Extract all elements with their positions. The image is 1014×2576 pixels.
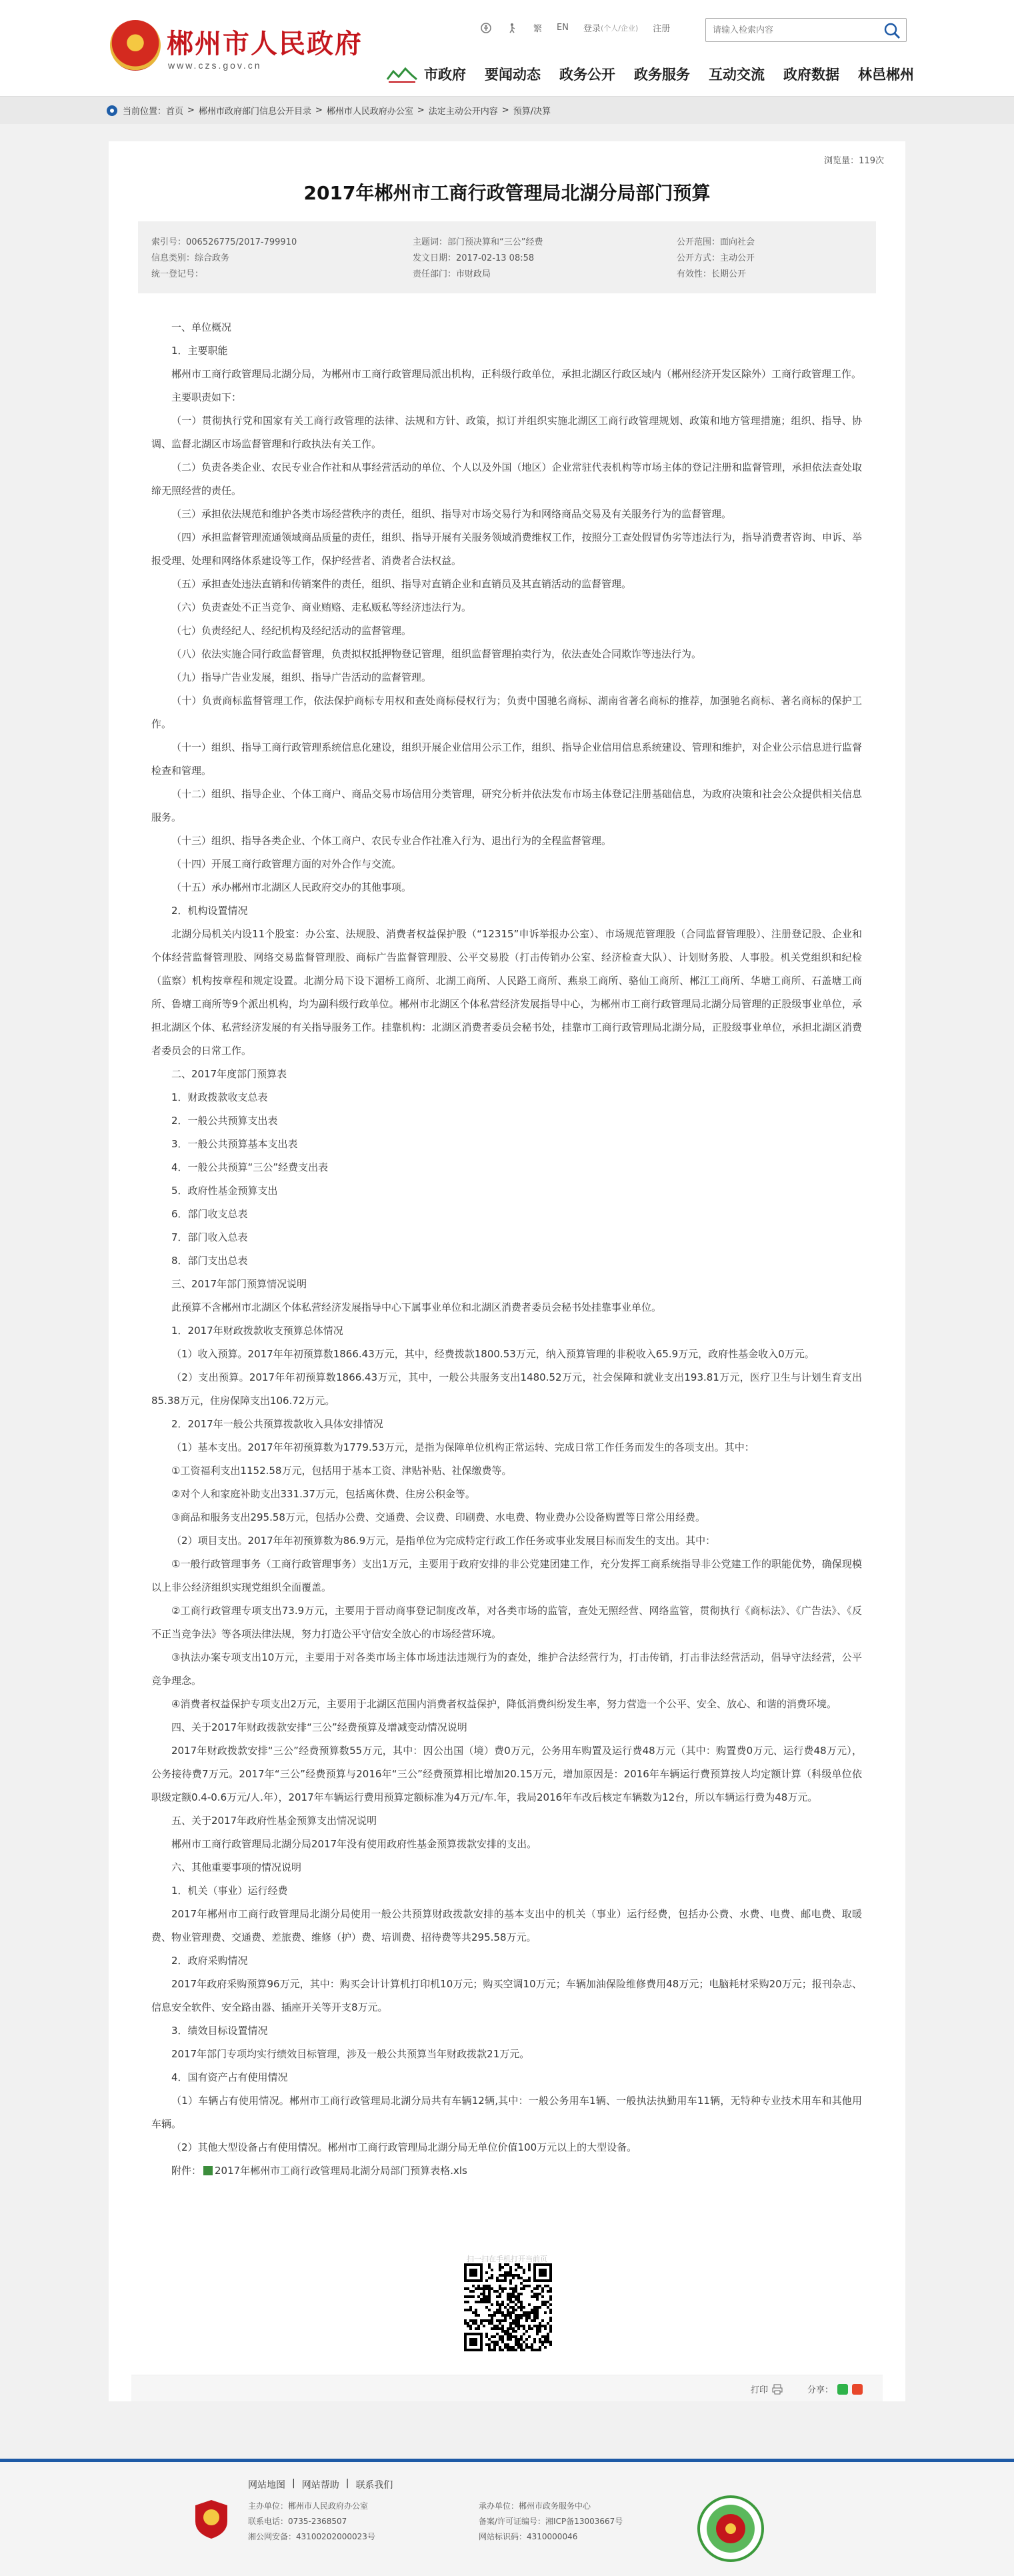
meta-unified-code: 统一登记号： xyxy=(151,269,204,279)
article-paragraph: （十一）组织、指导工商行政管理系统信息化建设，组织开展企业信用公示工作，组织、指导企业信用信息系统建设、管理和维护，对企业公示信息进行监督检查和管理。 xyxy=(151,741,862,777)
article-paragraph: （九）指导广告业发展，组织、指导广告活动的监督管理。 xyxy=(171,671,432,683)
nav-government-data[interactable]: 政府数据 xyxy=(783,67,839,83)
top-utilities xyxy=(480,21,670,34)
traditional-chinese-link[interactable]: 繁 xyxy=(533,24,543,34)
article-paragraph: 2017年部门专项均实行绩效目标管理，涉及一般公共预算当年财政拨款21万元。 xyxy=(171,2048,530,2060)
breadcrumb-statutory-content[interactable]: 法定主动公开内容 xyxy=(428,107,498,117)
article-paragraph: （五）承担查处违法直销和传销案件的责任，组织、指导对直销企业和直销员及其直销活动的监督管理。 xyxy=(171,578,632,590)
qr-label: 扫一扫在手机打开当前页 xyxy=(467,2255,547,2263)
attachment-line xyxy=(151,2159,862,2183)
share-group xyxy=(807,2383,863,2395)
article-paragraph: （十三）组织、指导各类企业、个体工商户、农民专业合作社准入行为、退出行为的全程监督管理。 xyxy=(171,835,612,847)
location-pin-icon xyxy=(107,105,117,116)
article-paragraph: （1）基本支出。2017年年初预算数为1779.53万元，是指为保障单位机构正常运转、完成日常工作任务而发生的各项支出。其中： xyxy=(171,1441,755,1453)
article-paragraph: 北湖分局机关内设11个股室：办公室、法规股、消费者权益保护股（“12315”申诉举报办公室）、市场规范管理股（合同监督管理股）、注册登记股、企业和个体经营监督管理股、网络交易监督管理股、商标广告监督管理股、公平交易股（打击传销办公室、经济检查大队）、计划财务股、人事股。机关党组织和纪检（监察）机构按章程和规定设置。北湖分局下设下湄桥工商所、北湖工商所、人民路工商所、燕泉工商所、骆仙工商所、郴江工商所、华塘工商所、石盖塘工商所、鲁塘工商所等9个派出机构，均为副科级行政单位。郴州市北湖区个体私营经济发展指导中心，为郴州市工商行政管理局北湖分局管理的正股级事业单位，承担北湖区个体、私营经济发展的有关指导服务工作。挂靠机构：北湖区消费者委员会秘书处，挂靠市工商行政管理局北湖分局，正股级事业单位，承担北湖区消费者委员会的日常工作。 xyxy=(151,928,862,1057)
article-paragraph: 2．2017年一般公共预算拨款收入具体安排情况 xyxy=(171,1418,383,1430)
article-paragraph: 一、单位概况 xyxy=(171,321,232,333)
breadcrumb-label: 当前位置： xyxy=(123,107,167,117)
article-paragraph: （二）负责各类企业、农民专业合作社和从事经营活动的单位、个人以及外国（地区）企业常驻代表机构等市场主体的登记注册和监督管理，承担依法查处取缔无照经营的责任。 xyxy=(151,461,862,497)
footer-sep: | xyxy=(292,2478,295,2489)
article-paragraph: （八）依法实施合同行政监督管理，负责拟权抵押物登记管理，组织监督管理拍卖行为，依法查处合同欺诈等违法行为。 xyxy=(171,648,702,660)
footer-icp[interactable]: 备案/许可证编号：湘ICP备13003667号 xyxy=(479,2517,623,2526)
article-content xyxy=(151,316,862,2183)
nav-government-affairs[interactable]: 政务公开 xyxy=(559,67,615,83)
nav-government-services[interactable]: 政务服务 xyxy=(634,67,690,83)
breadcrumb-sep: > xyxy=(417,105,425,115)
article-paragraph: ③执法办案专项支出10万元，主要用于对各类市场主体市场违法违规行为的查处，维护合法经营行为，打击传销，打击非法经营活动，倡导守法经营，公平竞争理念。 xyxy=(151,1651,862,1687)
meta-publish-date: 发文日期：2017-02-13 08:58 xyxy=(413,253,535,263)
breadcrumb-sep: > xyxy=(501,105,509,115)
article-paragraph: （一）贯彻执行党和国家有关工商行政管理的法律、法规和方针、政策，拟订并组织实施北湖区工商行政管理规划、政策和地方管理措施；组织、指导、协调、监督北湖区市场监督管理和行政执法有关工作。 xyxy=(151,415,862,450)
article-paragraph: （十）负责商标监督管理工作，依法保护商标专用权和查处商标侵权行为；负责中国驰名商标、湖南省著名商标的推荐，加强驰名商标、著名商标的保护工作。 xyxy=(151,695,862,730)
footer-info-right xyxy=(479,2499,705,2545)
meta-method: 公开方式：主动公开 xyxy=(677,253,755,263)
meta-info-type: 信息类别：综合政务 xyxy=(151,253,230,263)
nav-city-government[interactable]: 市政府 xyxy=(424,67,466,83)
elder-mode-icon[interactable] xyxy=(507,22,519,34)
article-paragraph: 2017年郴州市工商行政管理局北湖分局使用一般公共预算财政拨款安排的基本支出中的机关（事业）运行经费，包括办公费、水费、电费、邮电费、取暖费、物业管理费、交通费、差旅费、维修（护）费、培训费、招待费等共295.58万元。 xyxy=(151,1908,862,1943)
footer-help-link[interactable]: 网站帮助 xyxy=(301,2480,339,2491)
article-paragraph: 2．政府采购情况 xyxy=(171,1955,248,1967)
footer-info-left xyxy=(248,2499,515,2545)
article-paragraph: 2．一般公共预算支出表 xyxy=(171,1115,278,1127)
article-paragraph: 1．财政拨款收支总表 xyxy=(171,1091,268,1103)
search-box xyxy=(705,18,907,42)
search-icon[interactable] xyxy=(883,22,901,39)
article-paragraph: （2）支出预算。2017年年初预算数1866.43万元，其中，一般公共服务支出1480.52万元，社会保障和就业支出193.81万元，医疗卫生与计划生育支出85.38万元，住房保障支出106.72万元。 xyxy=(151,1371,862,1407)
government-website-seal-icon[interactable] xyxy=(696,2494,765,2563)
article-paragraph: （十四）开展工商行政管理方面的对外合作与交流。 xyxy=(171,858,402,870)
article-tools xyxy=(131,2375,883,2401)
article-title: 2017年郴州市工商行政管理局北湖分局部门预算 xyxy=(303,182,711,204)
article-paragraph: 四、关于2017年财政拨款安排“三公”经费预算及增减变动情况说明 xyxy=(171,1721,467,1733)
site-url: www.czs.gov.cn xyxy=(168,60,262,71)
meta-topic: 主题词：部门预决算和“三公”经费 xyxy=(413,237,543,247)
article-paragraph: （1）车辆占有使用情况。郴州市工商行政管理局北湖分局共有车辆12辆,其中：一般公务用车1辆、一般执法执勤用车11辆，无特种专业技术用车和其他用车辆。 xyxy=(151,2095,862,2130)
meta-index-no: 索引号：006526775/2017-799910 xyxy=(151,237,297,247)
article-paragraph: 1．主要职能 xyxy=(171,345,228,357)
article-paragraph: 5．政府性基金预算支出 xyxy=(171,1185,278,1197)
article-paragraphs xyxy=(151,316,862,2159)
article-paragraph: （十二）组织、指导企业、个体工商户、商品交易市场信用分类管理，研究分析并依法发布市场主体登记注册基础信息，为政府决策和社会公众提供相关信息服务。 xyxy=(151,788,862,823)
footer-phone: 联系电话：0735-2368507 xyxy=(248,2517,347,2526)
footer-police-record[interactable]: 湘公网安备：43100202000023号 xyxy=(248,2532,375,2541)
register-link[interactable]: 注册 xyxy=(653,24,671,34)
nav-interaction[interactable]: 互动交流 xyxy=(709,67,765,83)
share-label: 分享： xyxy=(807,2385,833,2395)
attachment-link[interactable]: 2017年郴州市工商行政管理局北湖分局部门预算表格.xls xyxy=(215,2165,467,2177)
article-paragraph: （三）承担依法规范和维护各类市场经营秩序的责任，组织、指导对市场交易行为和网络商品交易及有关服务行为的监督管理。 xyxy=(171,508,732,520)
meta-validity: 有效性：长期公开 xyxy=(677,269,747,279)
attachment-label: 附件： xyxy=(171,2165,202,2177)
party-government-badge-icon[interactable] xyxy=(193,2499,229,2540)
article-paragraph: （2）项目支出。2017年年初预算数为86.9万元，是指单位为完成特定行政工作任务或事业发展目标而发生的支出。其中： xyxy=(171,1535,716,1547)
article-paragraph: 五、关于2017年政府性基金预算支出情况说明 xyxy=(171,1815,377,1827)
article-paragraph: 3．绩效目标设置情况 xyxy=(171,2025,268,2037)
article-paragraph: 6．部门收支总表 xyxy=(171,1208,248,1220)
home-deco-icon[interactable] xyxy=(385,65,419,83)
site-name[interactable]: 郴州市人民政府 xyxy=(167,28,363,59)
article-paragraph: 7．部门收入总表 xyxy=(171,1231,248,1243)
site-header xyxy=(0,0,1014,96)
article-paragraph: （四）承担监督管理流通领域商品质量的责任，组织、指导开展有关服务领域消费维权工作，按照分工查处假冒伪劣等违法行为，指导消费者咨询、申诉、举报受理、处理和网络体系建设等工作，保护经营者、消费者合法权益。 xyxy=(151,531,862,567)
article-paragraph: ③商品和服务支出295.58万元，包括办公费、交通费、会议费、印刷费、水电费、物业费办公设备购置等日常公用经费。 xyxy=(171,1511,705,1523)
footer-sitemap-link[interactable]: 网站地图 xyxy=(248,2480,285,2491)
national-emblem-icon[interactable] xyxy=(110,20,161,71)
article-paragraph: 郴州市工商行政管理局北湖分局2017年没有使用政府性基金预算拨款安排的支出。 xyxy=(171,1838,537,1850)
nav-news[interactable]: 要闻动态 xyxy=(485,67,541,83)
article-paragraph: 六、其他重要事项的情况说明 xyxy=(171,1861,302,1873)
article-paragraph: 8．部门支出总表 xyxy=(171,1255,248,1267)
print-button[interactable] xyxy=(751,2383,783,2395)
article-paragraph: 郴州市工商行政管理局北湖分局，为郴州市工商行政管理局派出机构，正科级行政单位，承担北湖区行政区域内（郴州经济开发区除外）工商行政管理工作。 xyxy=(171,368,862,380)
article-paragraph: 三、2017年部门预算情况说明 xyxy=(171,1278,307,1290)
weibo-icon[interactable] xyxy=(852,2384,863,2395)
article-meta xyxy=(138,221,876,293)
article-paragraph: 4．国有资产占有使用情况 xyxy=(171,2071,288,2083)
footer-links xyxy=(248,2478,393,2491)
breadcrumb-home[interactable]: 首页 xyxy=(166,107,184,117)
search-input[interactable] xyxy=(706,19,873,41)
article-paragraph: 此预算不含郴州市北湖区个体私营经济发展指导中心下属事业单位和北湖区消费者委员会秘书处挂靠事业单位。 xyxy=(171,1301,662,1313)
view-count: 浏览量：119次 xyxy=(824,156,884,166)
article-paragraph: 2017年政府采购预算96万元，其中：购买会计计算机打印机10万元；购买空调10万元；车辆加油保险维修费用48万元；电脑耗材采购20万元；报刊杂志、信息安全软件、安全路由器、插座开关等开支8万元。 xyxy=(151,1978,862,2013)
article-paragraph: ①工资福利支出1152.58万元，包括用于基本工资、津贴补贴、社保缴费等。 xyxy=(171,1465,512,1477)
meta-scope: 公开范围：面向社会 xyxy=(677,237,755,247)
breadcrumb xyxy=(0,96,1014,124)
footer-sponsor: 主办单位：郴州市人民政府办公室 xyxy=(248,2501,369,2511)
article-paragraph: 3．一般公共预算基本支出表 xyxy=(171,1138,298,1150)
site-footer xyxy=(0,2459,1014,2576)
login-link[interactable]: 登录 (个人/企业) xyxy=(583,23,639,34)
article-paragraph: （1）收入预算。2017年年初预算数1866.43万元，其中，经费拨款1800.53万元，纳入预算管理的非税收入65.9万元，政府性基金收入0万元。 xyxy=(171,1348,815,1360)
breadcrumb-disclosure-catalog[interactable]: 郴州市政府部门信息公开目录 xyxy=(198,107,311,117)
article-paragraph: ①一般行政管理事务（工商行政管理事务）支出1万元，主要用于政府安排的非公党建团建工作，充分发挥工商系统指导非公党建工作的职能优势，确保现模以上非公经济组织实现党组织全面覆盖。 xyxy=(151,1558,862,1593)
breadcrumb-budget[interactable]: 预算/决算 xyxy=(513,107,551,117)
english-link[interactable]: EN xyxy=(557,23,569,33)
article-container xyxy=(109,141,905,2401)
main-nav xyxy=(385,64,914,84)
article-paragraph: ④消费者权益保护专项支出2万元，主要用于北湖区范围内消费者权益保护，降低消费纠纷发生率，努力营造一个公平、安全、放心、和谐的消费环境。 xyxy=(171,1698,837,1710)
article-paragraph: 1．机关（事业）运行经费 xyxy=(171,1885,288,1897)
meta-responsible: 责任部门：市财政局 xyxy=(413,269,491,279)
article-paragraph: （七）负责经纪人、经纪机构及经纪活动的监督管理。 xyxy=(171,625,412,637)
article-paragraph: （十五）承办郴州市北湖区人民政府交办的其他事项。 xyxy=(171,881,412,893)
article-paragraph: 2017年财政拨款安排“三公”经费预算数55万元，其中：因公出国（境）费0万元，公务用车购置及运行费48万元（其中：购置费0万元、运行费48万元），公务接待费7万元。2017年“三公”经费预算与2016年“三公”经费预算相比增加20.15万元，增加原因是：2016年车辆运行费预算按人均定额计算（科级单位依职级定额0.4-0.6万元/人.年），2017年车辆运行费用预算定额标准为4万元/车.年，我局2016年车改后核定车辆数为12台，所以车辆运行费为48万元。 xyxy=(151,1745,862,1803)
nav-linyi-chenzhou[interactable]: 林邑郴州 xyxy=(858,67,914,83)
article-paragraph: （六）负责查处不正当竞争、商业贿赂、走私贩私等经济违法行为。 xyxy=(171,601,472,613)
article-paragraph: 主要职责如下： xyxy=(171,391,242,403)
article-paragraph: 1．2017年财政拨款收支预算总体情况 xyxy=(171,1325,343,1337)
article-paragraph: 4．一般公共预算“三公”经费支出表 xyxy=(171,1161,329,1173)
breadcrumb-sep: > xyxy=(315,105,323,115)
accessibility-icon[interactable] xyxy=(480,22,492,34)
footer-sep: | xyxy=(345,2478,349,2489)
print-label: 打印 xyxy=(750,2385,768,2395)
printer-icon xyxy=(772,2384,783,2395)
excel-file-icon xyxy=(203,2166,213,2175)
article-paragraph: ②工商行政管理专项支出73.9万元，主要用于晋动商事登记制度改革，对各类市场的监管，查处无照经营、网络监管，贯彻执行《商标法》、《广告法》、《反不正当竞争法》等各项法律法规，努力打造公平守信安全放心的市场经营环境。 xyxy=(151,1605,862,1640)
article-paragraph: 2．机构设置情况 xyxy=(171,905,248,917)
footer-contact-link[interactable]: 联系我们 xyxy=(355,2480,393,2491)
qr-code xyxy=(464,2263,552,2351)
article-paragraph: 二、2017年度部门预算表 xyxy=(171,1068,287,1080)
breadcrumb-sep: > xyxy=(187,105,195,115)
article-paragraph: （2）其他大型设备占有使用情况。郴州市工商行政管理局北湖分局无单位价值100万元以上的大型设备。 xyxy=(171,2141,637,2153)
footer-undertaker: 承办单位：郴州市政务服务中心 xyxy=(479,2501,591,2511)
article-paragraph: ②对个人和家庭补助支出331.37万元，包括离休费、住房公积金等。 xyxy=(171,1488,475,1500)
breadcrumb-city-office[interactable]: 郴州市人民政府办公室 xyxy=(326,107,413,117)
wechat-icon[interactable] xyxy=(837,2384,848,2395)
footer-site-code: 网站标识码：4310000046 xyxy=(479,2532,578,2541)
